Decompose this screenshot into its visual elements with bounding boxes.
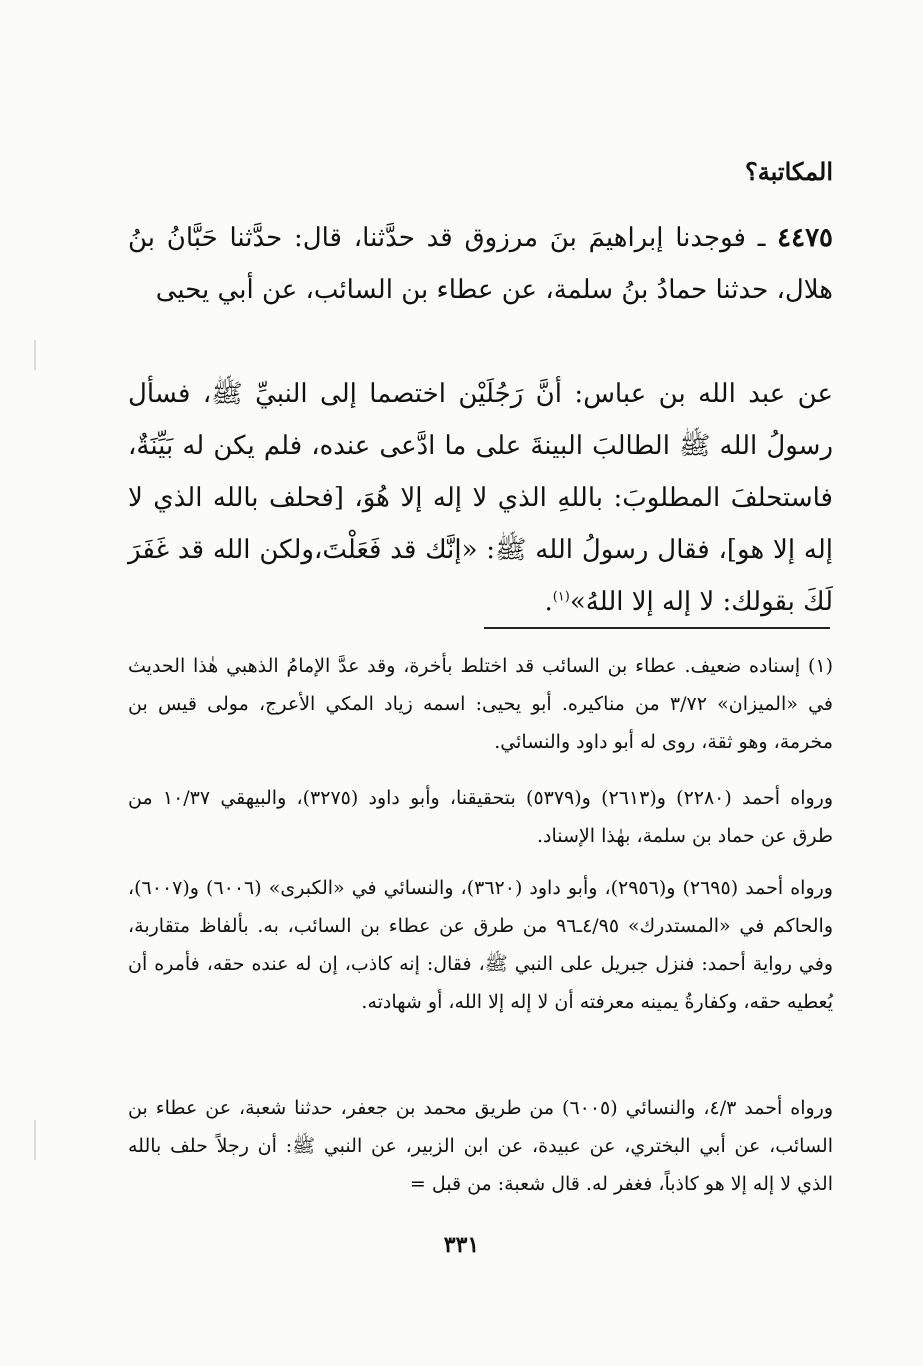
end-mark: . — [544, 587, 553, 617]
footnote-paragraph: ورواه أحمد (٢٦٩٥) و(٢٩٥٦)، وأبو داود (٣٦٢٠)، والنسائي في «الكبرى» (٦٠٠٦) و(٦٠٠٧)، والحاكم في «المستدرك» ٤/٩٥ـ٩٦ من طرق عن عطاء بن السائب، به. بألفاظ متقاربة، وفي رواية أحمد: فنزل جبريل على النبي ﷺ، فقال: إنه كاذب، إن له عنده حقه، فأمره أن يُعطيه حقه، وكفارةُ يمينه معرفته أن لا إله إلا الله، أو شهادته. — [128, 877, 833, 1013]
isnad-text: ـ فوجدنا إبراهيمَ بنَ مرزوق قد حدَّثنا، قال: حدَّثنا حَبَّانُ بنُ هلال، حدثنا حمادُ بنُ سلمة، عن عطاء بن السائب، عن أبي يحيى — [128, 223, 833, 305]
matn-text: عن عبد الله بن عباس: أنَّ رَجُلَيْن اختصما إلى النبيِّ ﷺ، فسأل رسولُ الله ﷺ الطالبَ البينةَ على ما ادَّعى عنده، فلم يكن له بَيِّنَةٌ، فاستحلفَ المطلوبَ: باللهِ الذي لا إله إلا هُوَ، [فحلف بالله الذي لا إله إلا هو]، فقال رسولُ الله ﷺ: «إنَّك قد فَعَلْتَ،ولكن الله قد غَفَرَ لَكَ بقولك: لا إله إلا اللهُ» — [128, 379, 833, 617]
footnote-paragraph: ورواه أحمد ٤/٣، والنسائي (٦٠٠٥) من طريق محمد بن جعفر، حدثنا شعبة، عن عطاء بن السائب، عن أبي البختري، عن عبيدة، عن ابن الزبير، عن النبي ﷺ: أن رجلاً حلف بالله الذي لا إله إلا هو كاذباً، فغفر له. قال شعبة: من قبل = — [128, 1097, 833, 1195]
footnote-separator — [484, 627, 830, 629]
footnote-marker: (١) — [552, 589, 570, 605]
hadith-isnad — [128, 212, 833, 316]
margin-mark — [34, 340, 36, 370]
footnote-paragraph: ورواه أحمد (٢٢٨٠) و(٢٦١٣) و(٥٣٧٩) بتحقيقنا، وأبو داود (٣٢٧٥)، والبيهقي ١٠/٣٧ من طرق عن حماد بن سلمة، بهٰذا الإسناد. — [128, 787, 833, 847]
hadith-matn — [128, 368, 833, 628]
page-number: ٣٣١ — [443, 1232, 480, 1258]
carry-over-text: المكاتبة؟ — [745, 157, 833, 186]
footnote-paragraph: (١) إسناده ضعيف. عطاء بن السائب قد اختلط بأخرة، وقد عدَّ الإمامُ الذهبي هٰذا الحديث في «الميزان» ٣/٧٢ من مناكيره. أبو يحيى: اسمه زياد المكي الأعرج، مولى قيس بن مخرمة، وهو ثقة، روى له أبو داود والنسائي. — [128, 655, 833, 753]
margin-mark — [34, 1120, 36, 1160]
hadith-number: ٤٤٧٥ — [777, 223, 834, 253]
